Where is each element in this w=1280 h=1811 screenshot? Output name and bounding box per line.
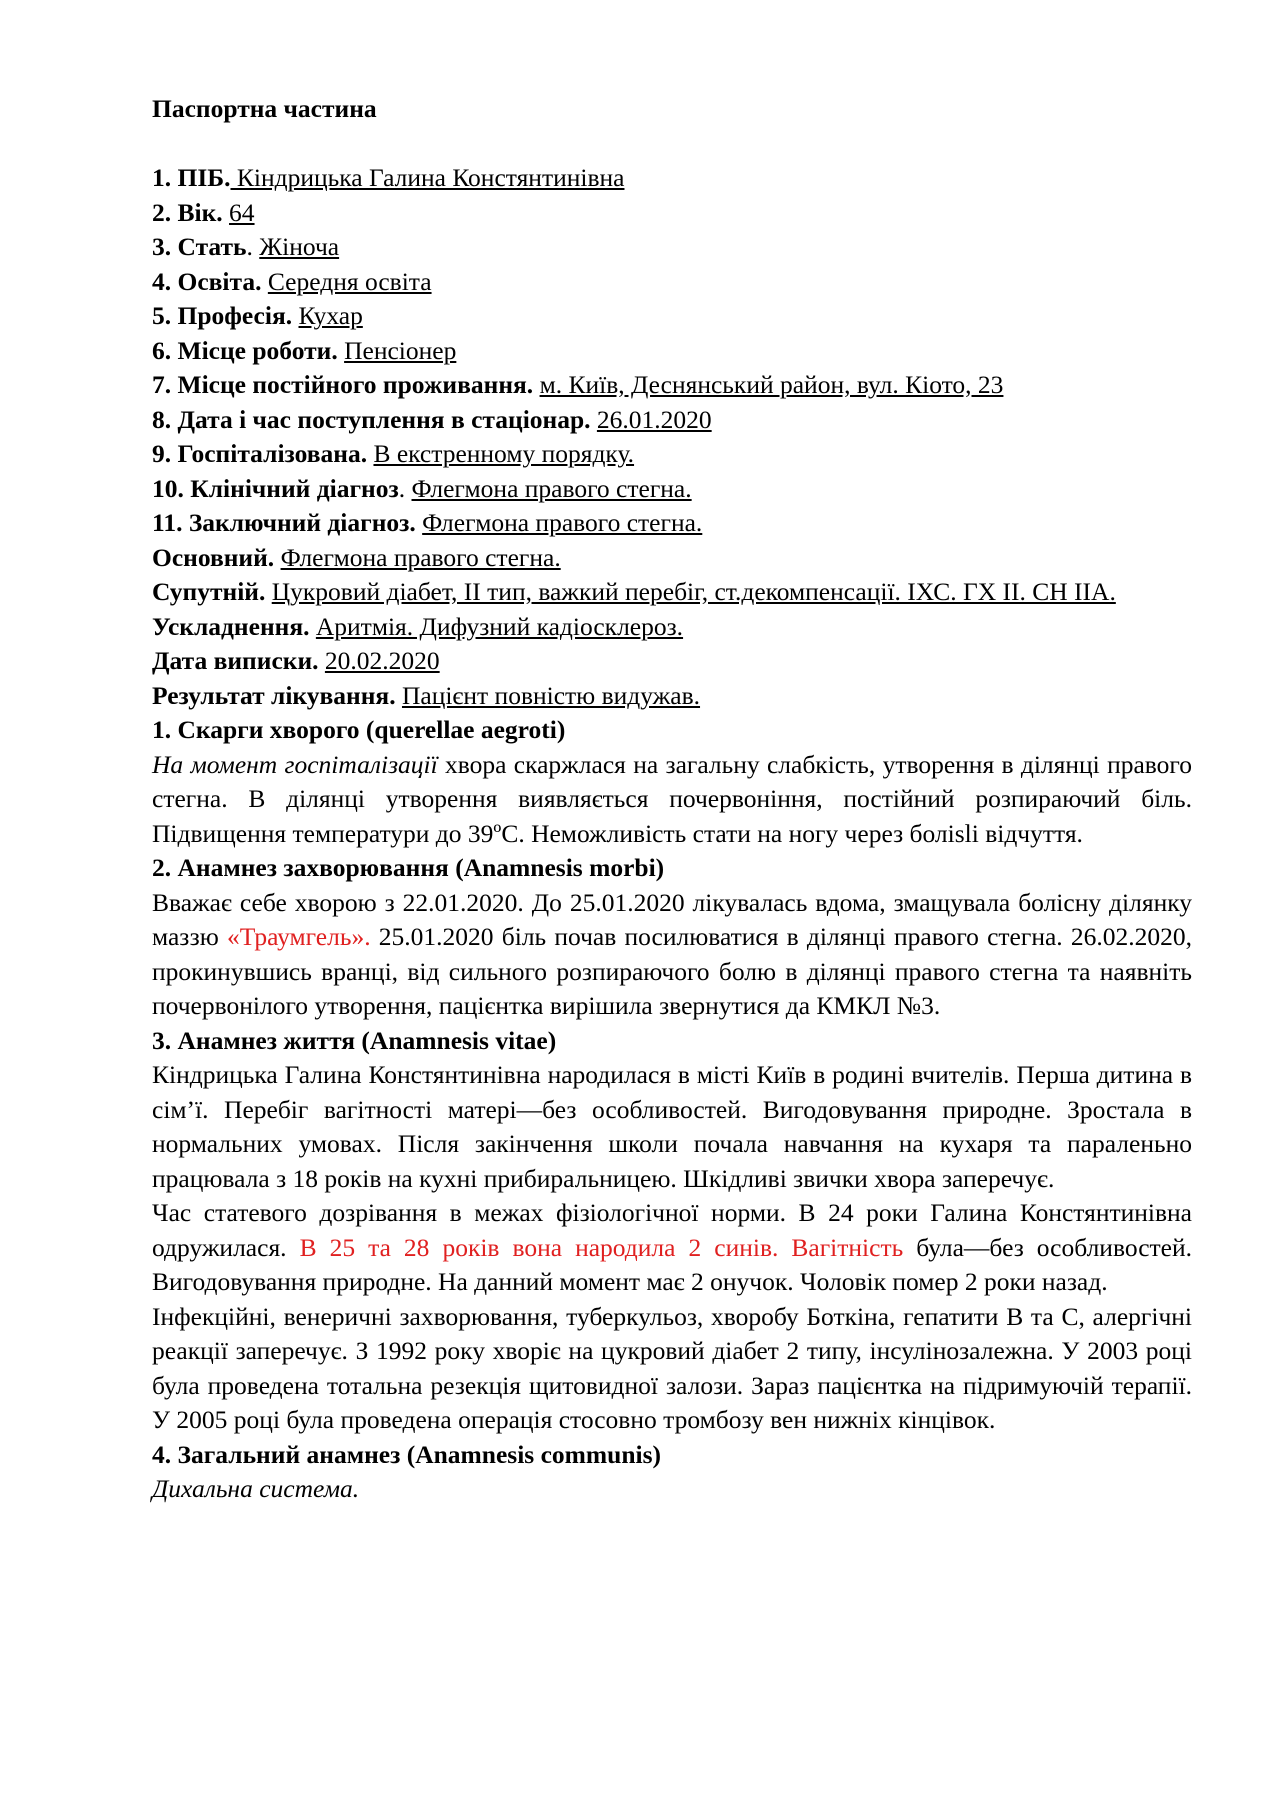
anamnesis-morbi-red-text: «Траумгель». (227, 922, 371, 951)
complaints-paragraph (152, 748, 1192, 852)
passport-label: Ускладнення. (152, 611, 310, 641)
anamnesis-morbi-text-a: Вважає себе хворою з 22.01.2020. До 25.01.2020 лікувалась вдома, змащувала болісну ділянку маззю (152, 887, 1192, 951)
passport-label: 11. Заключний діагноз. (152, 508, 416, 537)
passport-row (152, 403, 1192, 438)
anamnesis-vitae-paragraph-1: Кіндрицька Галина Констянтинівна народилася в місті Київ в родині вчителів. Перша дитина в сім’ї. Перебіг вагітності матері—без особливостей. Вигодовування природне. Зростала в нормальних умовах. Після закінчення школи почала навчання на кухаря та параленьно працювала з 18 років на кухні прибиральницею. Шкідливі звички хвора заперечує. (152, 1060, 1192, 1193)
passport-label: Дата виписки. (152, 646, 319, 675)
passport-value: Флегмона правого стегна. (411, 473, 692, 503)
anamnesis-morbi-text-b: 25.01.2020 біль почав посилюватися в ділянці правого стегна. 26.02.2020, прокинувшись вранці, від сильного розпираючого болю в ділянці правого стегна та наявніть почервонілого утворення, пацієнтка вирішила звернутися да КМКЛ №3. (152, 922, 1193, 1020)
passport-label: Супутній. (152, 577, 266, 606)
passport-row (152, 472, 1192, 507)
anamnesis-vitae-paragraph-3: Інфекційні, венеричні захворювання, туберкульоз, хворобу Боткіна, гепатити В та С, алергічні реакції заперечує. З 1992 року хворіє на цукровий діабет 2 типу, інсулінозалежна. У 2003 році була проведена тотальна резекція щитовидної залози. Зараз пацієнтка на підримуючій терапії. У 2005 році була проведена операція стосовно тромбозу вен нижніх кінцівок. (152, 1301, 1192, 1434)
passport-value: Жіноча (259, 232, 340, 261)
complaints-text: хвора скаржлася на загальну слабкість, утворення в ділянці правого стегна. В ділянці утворення виявляється почервоніння, постійний розпираючий біль. Підвищення температури до 39ºС. Неможливість стати на ногу через болislі відчуття. (152, 749, 1192, 848)
passport-row (152, 644, 1192, 679)
anamnesis-morbi-heading: 2. Анамнез захворювання (Anamnesis morbi) (152, 853, 665, 882)
passport-value: Пацієнт повністю видужав. (401, 680, 701, 710)
passport-row (152, 299, 1192, 334)
passport-label: 1. ПІБ. (152, 163, 231, 192)
passport-row (152, 368, 1192, 403)
passport-label: 5. Професія. (152, 301, 293, 330)
passport-label: 7. Місце постійного проживання. (152, 370, 534, 399)
passport-value: Аритмія. Дифузний кадіосклероз. (315, 611, 684, 641)
passport-label: 6. Місце роботи. (152, 335, 338, 365)
passport-label: 8. Дата і час поступлення в стаціонар. (152, 404, 591, 434)
document-page (152, 92, 1192, 1507)
passport-row (152, 541, 1192, 576)
anamnesis-vitae-p2-text-b: була—без особливостей. Вигодовування природне. На данний момент має 2 онучок. Чоловік помер 2 роки назад. (152, 1232, 1193, 1296)
anamnesis-vitae-p2-red-text: В 25 та 28 років вона народила 2 синів. Вагітність (299, 1232, 904, 1262)
passport-value: Пенсіонер (344, 335, 457, 365)
passport-separator: . (246, 232, 260, 261)
passport-row (152, 334, 1192, 369)
anamnesis-communis-heading: 4. Загальний анамнез (Anamnesis communis) (152, 1439, 662, 1469)
passport-value: Флегмона правого стегна. (280, 542, 561, 572)
passport-row (152, 610, 1192, 645)
passport-value: В екстренному порядку. (373, 439, 635, 468)
respiratory-system-subheading (152, 1472, 1192, 1507)
passport-row (152, 265, 1192, 300)
passport-value: 26.01.2020 (596, 404, 712, 434)
passport-value: 20.02.2020 (324, 646, 440, 675)
passport-separator: . (398, 473, 412, 503)
anamnesis-vitae-heading: 3. Анамнез життя (Anamnesis vitae) (152, 1025, 557, 1055)
complaints-heading: 1. Скарги хворого (querellae aegroti) (152, 715, 566, 744)
anamnesis-vitae-p2-text-a: Час статевого дозрівання в межах фізіологічної норми. В 24 роки Галина Констянтинівна одружилася. (152, 1198, 1192, 1262)
passport-label: 9. Госпіталізована. (152, 439, 368, 468)
respiratory-system-italic: Дихальна система. (152, 1474, 360, 1503)
passport-label: Основний. (152, 542, 275, 572)
passport-row (152, 196, 1192, 231)
anamnesis-morbi-paragraph (152, 886, 1192, 1024)
passport-value: Середня освіта (267, 266, 432, 296)
passport-label: Результат лікування. (152, 680, 396, 710)
passport-value: 64 (229, 197, 255, 227)
passport-value: Кіндрицька Галина Констянтинівна (230, 163, 625, 192)
passport-row (152, 230, 1192, 265)
passport-section (152, 161, 1192, 713)
passport-value: Кухар (298, 301, 363, 330)
complaints-italic: На момент госпіталізації (152, 749, 438, 779)
passport-row (152, 506, 1192, 541)
passport-label: 3. Стать (152, 232, 247, 261)
passport-row (152, 575, 1192, 610)
passport-row (152, 161, 1192, 196)
passport-label: 2. Вік. (152, 197, 223, 227)
anamnesis-vitae-paragraph-2 (152, 1196, 1192, 1300)
passport-row (152, 437, 1192, 472)
passport-label: 4. Освіта. (152, 266, 262, 296)
passport-row (152, 679, 1192, 714)
passport-value: Флегмона правого стегна. (422, 508, 703, 537)
passport-value: м. Київ, Деснянський район, вул. Кіото, 23 (539, 370, 1004, 399)
document-title: Паспортна частина (152, 94, 377, 123)
passport-label: 10. Клінічний діагноз (152, 473, 399, 503)
passport-value: Цукровий діабет, ІІ тип, важкий перебіг, ст.декомпенсації. ІХС. ГХ ІІ. СН ІІА. (271, 577, 1116, 606)
